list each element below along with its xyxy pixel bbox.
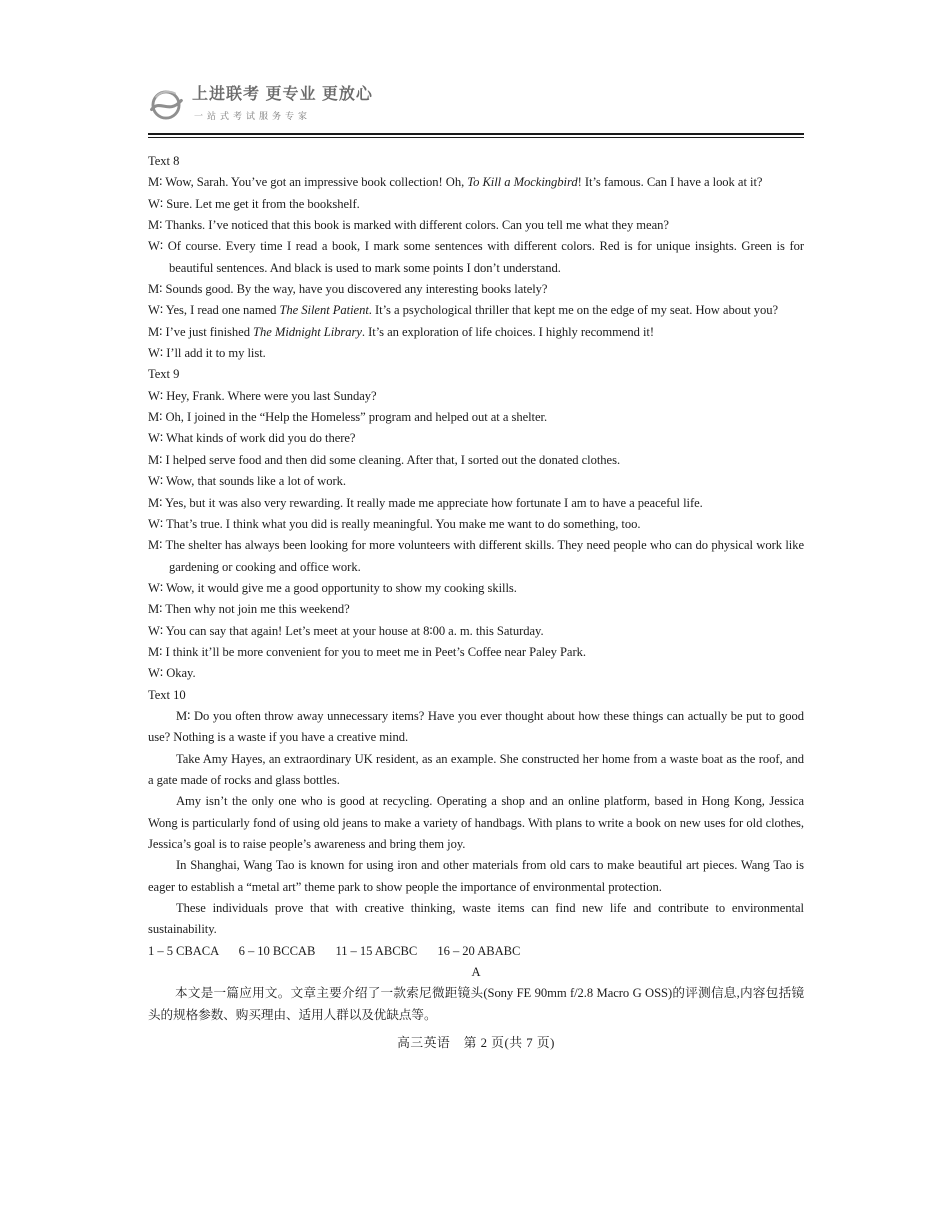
section-marker: A	[471, 965, 481, 980]
book-title: The Silent Patient	[279, 303, 369, 318]
header-divider	[148, 133, 804, 138]
dialogue-line	[148, 642, 804, 663]
speaker-label: M∶	[148, 324, 163, 339]
speaker-label: W∶	[148, 303, 164, 318]
document-body	[148, 151, 804, 1054]
dialogue-line	[148, 236, 804, 279]
brand-subtitle: 一站式考试服务专家	[194, 111, 312, 121]
text-heading: Text 10	[148, 687, 186, 702]
answer-key-range: 11 – 15 ABCBC	[335, 943, 418, 958]
dialogue-line	[148, 450, 804, 471]
speaker-label: M∶	[148, 495, 163, 510]
dialogue-line	[148, 535, 804, 578]
text-segment: You can say that again! Let’s meet at your house at 8∶00 a. m. this Saturday.	[165, 623, 544, 638]
brand-title: 上进联考 更专业 更放心	[192, 86, 373, 103]
book-title: The Midnight Library	[253, 324, 362, 339]
dialogue-line	[148, 322, 804, 343]
speaker-label: M∶	[148, 538, 163, 553]
dialogue-line	[148, 279, 804, 300]
dialogue-line	[148, 428, 804, 449]
transcript-section	[148, 364, 804, 684]
speaker-label: M∶	[148, 175, 163, 190]
monologue-paragraph	[148, 898, 804, 941]
text-segment: I’ve just finished	[165, 324, 254, 339]
page-footer: 高三英语 第 2 页(共 7 页)	[397, 1036, 555, 1051]
text-segment: Okay.	[166, 666, 196, 681]
analysis-text: 本文是一篇应用文。文章主要介绍了一款索尼微距镜头(Sony FE 90mm f/2.8 Macro G OSS)的评测信息,内容包括镜头的规格参数、购买理由、适用人群以及优缺点等。	[148, 986, 804, 1022]
text-segment: Wow, Sarah. You’ve got an impressive book collection! Oh,	[165, 175, 468, 190]
speaker-label: M∶	[148, 218, 163, 233]
speaker-label: M∶	[148, 452, 163, 467]
text-segment: These individuals prove that with creative thinking, waste items can find new life and contribute to environmental sustainability.	[148, 901, 804, 937]
text-segment: What kinds of work did you do there?	[165, 431, 356, 446]
speaker-label: M∶	[148, 602, 163, 617]
transcript-section	[148, 685, 804, 941]
monologue-paragraph	[148, 855, 804, 898]
monologue-paragraph	[148, 791, 804, 855]
dialogue-line	[148, 300, 804, 321]
dialogue-line	[148, 194, 804, 215]
text-segment: . It’s a psychological thriller that kept me on the edge of my seat. How about you?	[368, 303, 779, 318]
text-segment: M∶ Do you often throw away unnecessary items? Have you ever thought about how these things can actually be put to good use? Nothing is a waste if you have a creative mind.	[148, 708, 804, 745]
text-segment: Wow, it would give me a good opportunity to show my cooking skills.	[165, 580, 517, 595]
speaker-label: W∶	[148, 388, 164, 403]
book-title: To Kill a Mockingbird	[467, 175, 578, 190]
answer-key-range: 1 – 5 CBACA	[148, 943, 219, 958]
dialogue-line	[148, 407, 804, 428]
text-segment: Sounds good. By the way, have you discovered any interesting books lately?	[165, 282, 548, 297]
speaker-label: W∶	[148, 474, 164, 489]
dialogue-line	[148, 578, 804, 599]
text-segment: Amy isn’t the only one who is good at recycling. Operating a shop and an online platform, based in Hong Kong, Jessica Wong is particularly fond of using old jeans to make a variety of handbags. With plans to write a book on new uses for old clothes, Jessica’s goal is to raise people’s awareness and bring them joy.	[148, 794, 804, 851]
transcript-section	[148, 151, 804, 364]
text-segment: Oh, I joined in the “Help the Homeless” program and helped out at a shelter.	[165, 410, 548, 425]
text-segment: ! It’s famous. Can I have a look at it?	[577, 175, 763, 190]
dialogue-line	[148, 215, 804, 236]
text-heading: Text 9	[148, 367, 180, 382]
text-segment: That’s true. I think what you did is really meaningful. You make me want to do something, too.	[165, 516, 641, 531]
text-segment: Yes, I read one named	[165, 303, 280, 318]
dialogue-line	[148, 343, 804, 364]
text-segment: I helped serve food and then did some cleaning. After that, I sorted out the donated clothes.	[165, 452, 621, 467]
brand-text	[192, 85, 373, 122]
speaker-label: M∶	[148, 410, 163, 425]
dialogue-line	[148, 663, 804, 684]
text-segment: In Shanghai, Wang Tao is known for using iron and other materials from old cars to make beautiful art pieces. Wang Tao is eager to establish a “metal art” theme park to show people the importance of environmental protection.	[148, 858, 804, 894]
answer-key	[148, 941, 804, 962]
dialogue-line	[148, 386, 804, 407]
monologue-paragraph	[148, 749, 804, 792]
transcript	[148, 151, 804, 941]
speaker-label: M∶	[148, 644, 163, 659]
speaker-label: W∶	[148, 196, 164, 211]
text-segment: Then why not join me this weekend?	[165, 602, 350, 617]
text-segment: Of course. Every time I read a book, I mark some sentences with different colors. Red is for unique insights. Green is for beautiful sentences. And black is used to mark some points I don’t understand.	[167, 239, 804, 275]
speaker-label: W∶	[148, 623, 164, 638]
dialogue-line	[148, 599, 804, 620]
speaker-label: M∶	[148, 282, 163, 297]
dialogue-line	[148, 471, 804, 492]
speaker-label: W∶	[148, 239, 164, 254]
answer-key-range: 6 – 10 BCCAB	[238, 943, 316, 958]
text-segment: I’ll add it to my list.	[166, 346, 266, 361]
text-segment: Yes, but it was also very rewarding. It really made me appreciate how fortunate I am to have a peaceful life.	[165, 495, 703, 510]
dialogue-line	[148, 514, 804, 535]
brand-swirl-icon	[148, 87, 184, 123]
text-heading: Text 8	[148, 154, 180, 168]
text-segment: Hey, Frank. Where were you last Sunday?	[166, 388, 377, 403]
text-segment: . It’s an exploration of life choices. I highly recommend it!	[361, 324, 655, 339]
speaker-label: W∶	[148, 580, 164, 595]
speaker-label: W∶	[148, 431, 164, 446]
dialogue-line	[148, 172, 804, 193]
text-segment: I think it’ll be more convenient for you to meet me in Peet’s Coffee near Paley Park.	[165, 644, 586, 659]
speaker-label: W∶	[148, 666, 164, 681]
speaker-label: W∶	[148, 516, 164, 531]
text-segment: The shelter has always been looking for more volunteers with different skills. They need people who can do physical work like gardening or cooking and office work.	[165, 538, 804, 574]
dialogue-line	[148, 621, 804, 642]
text-segment: Wow, that sounds like a lot of work.	[165, 474, 346, 489]
text-segment: Thanks. I’ve noticed that this book is marked with different colors. Can you tell me what they mean?	[165, 218, 669, 233]
answer-key-range: 16 – 20 ABABC	[437, 943, 521, 958]
brand-header	[148, 85, 804, 129]
dialogue-line	[148, 493, 804, 514]
text-segment: Take Amy Hayes, an extraordinary UK resident, as an example. She constructed her home from a waste boat as the roof, and a gate made of rocks and glass bottles.	[148, 751, 804, 787]
speaker-label: W∶	[148, 346, 164, 361]
monologue-paragraph	[148, 706, 804, 749]
text-segment: Sure. Let me get it from the bookshelf.	[166, 196, 360, 211]
